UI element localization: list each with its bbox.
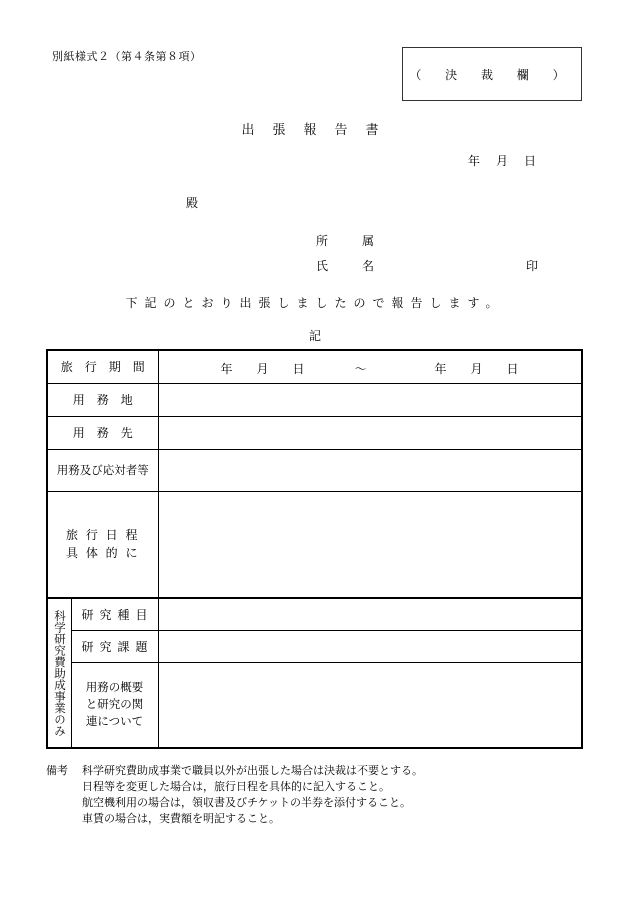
affiliation-label: 所属	[316, 234, 409, 248]
row-destination	[47, 383, 582, 416]
row-relation	[47, 662, 582, 748]
approval-box-label: （ 決 裁 欄 ）	[409, 67, 575, 82]
note-item-2: 日程等を変更した場合は，旅行日程を具体的に記入すること。	[82, 780, 390, 793]
notes-head: 備考	[46, 764, 68, 777]
research-item-label: 研究種目	[71, 598, 158, 630]
row-period	[47, 350, 582, 383]
report-form-table	[46, 349, 583, 749]
note-item-3: 航空機利用の場合は，領収書及びチケットの半券を添付すること。	[82, 796, 412, 809]
row-research-topic	[47, 630, 582, 662]
report-date: 年 月 日	[468, 154, 539, 168]
itinerary-value[interactable]	[158, 491, 582, 598]
row-itinerary	[47, 491, 582, 598]
itinerary-label	[47, 491, 158, 598]
contact-label: 用務及び応対者等	[47, 449, 158, 491]
period-start: 年 月 日	[220, 362, 305, 376]
relation-label	[71, 662, 158, 748]
report-statement: 下記のとおり出張しましたので報告します。	[125, 296, 505, 310]
row-contact	[47, 449, 582, 491]
ki-heading: 記	[308, 329, 321, 343]
relation-value[interactable]	[158, 662, 582, 748]
row-research-item	[47, 598, 582, 630]
addressee-suffix: 殿	[186, 196, 199, 210]
research-item-value[interactable]	[158, 598, 582, 630]
period-end: 年 月 日	[434, 362, 519, 376]
relation-label-line-2: と研究の関	[85, 697, 144, 712]
itinerary-label-line-1: 旅 行 日 程	[66, 528, 140, 543]
visit-place-value[interactable]	[158, 416, 582, 449]
period-tilde: 〜	[354, 362, 367, 376]
contact-value[interactable]	[158, 449, 582, 491]
period-label: 旅行期間	[47, 350, 158, 383]
itinerary-label-line-2: 具 体 的 に	[66, 546, 140, 561]
seal-mark: 印	[526, 259, 539, 273]
note-item-4: 車賃の場合は，実費額を明記すること。	[82, 812, 280, 825]
note-item-1: 科学研究費助成事業で職員以外が出張した場合は決裁は不要とする。	[82, 764, 423, 777]
relation-label-line-3: 連について	[85, 714, 144, 729]
form-number: 別紙様式２（第４条第８項）	[52, 50, 202, 63]
name-label: 氏名	[316, 259, 409, 273]
notes	[46, 762, 606, 842]
document-title: 出張報告書	[241, 123, 397, 138]
destination-value[interactable]	[158, 383, 582, 416]
row-visit-place	[47, 416, 582, 449]
research-topic-label: 研究課題	[71, 630, 158, 662]
approval-box	[402, 47, 582, 101]
research-topic-value[interactable]	[158, 630, 582, 662]
kaken-group-label: 科学研究費助成事業のみ	[47, 598, 71, 748]
visit-place-label: 用務先	[47, 416, 158, 449]
destination-label: 用務地	[47, 383, 158, 416]
period-value-cell[interactable]	[158, 350, 582, 383]
relation-label-line-1: 用務の概要	[85, 679, 144, 694]
